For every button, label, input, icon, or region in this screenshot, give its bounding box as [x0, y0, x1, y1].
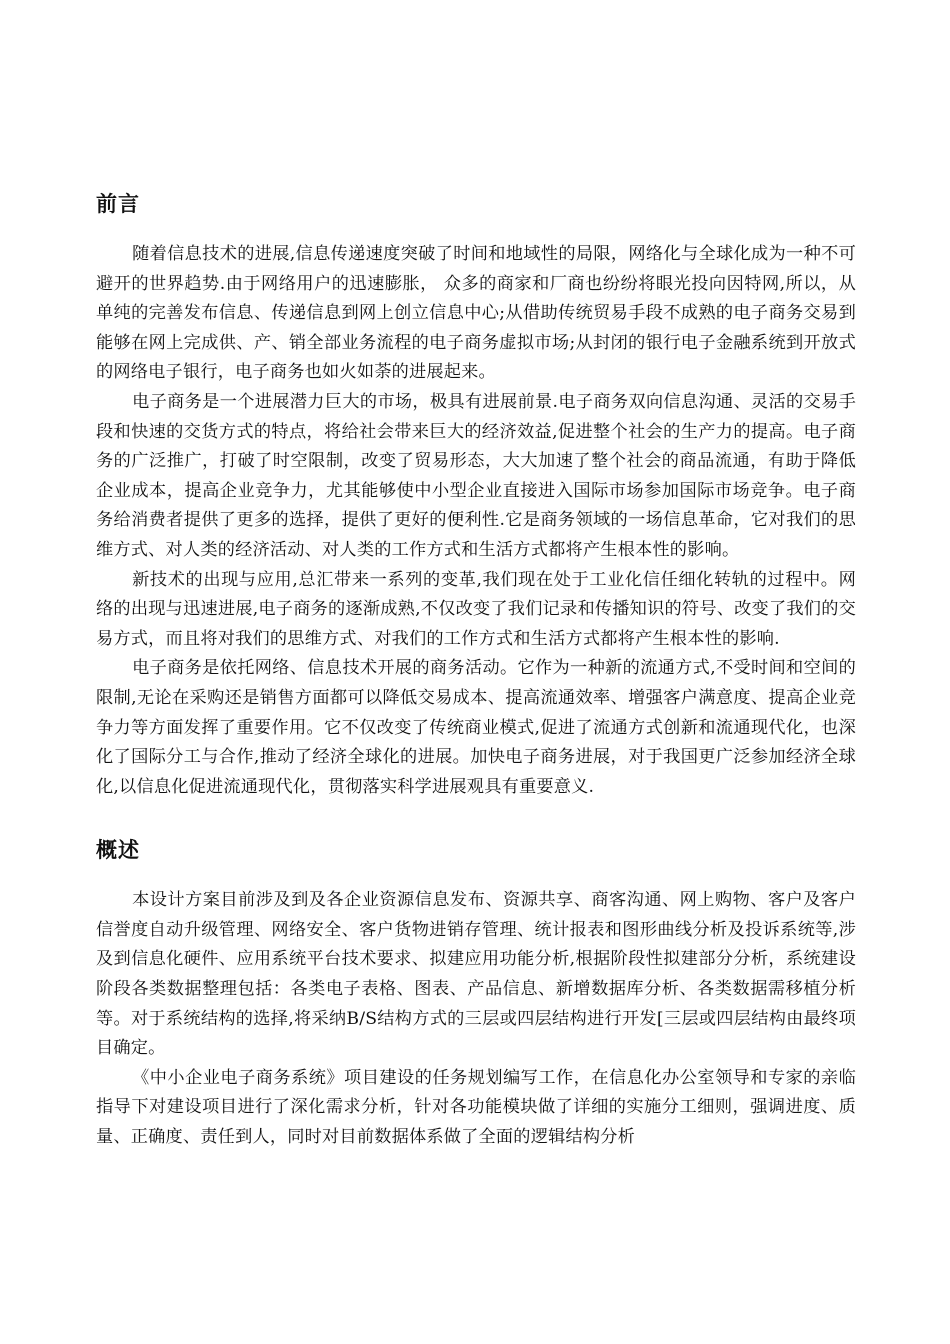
- section-title-overview: 概述: [96, 838, 140, 863]
- preface-paragraph-1: 随着信息技术的进展,信息传递速度突破了时间和地域性的局限，网络化与全球化成为一种不可避开的世界趋势.由于网络用户的迅速膨胀， 众多的商家和厂商也纷纷将眼光投向因特网,所以，从单纯的完善发布信息、传递信息到网上创立信息中心;从借助传统贸易手段不成熟的电子商务交易到能够在网上完成供、产、销全部业务流程的电子商务虚拟市场;从封闭的银行电子金融系统到开放式的网络电子银行，电子商务也如火如荼的进展起来。: [96, 244, 856, 383]
- overview-paragraph-1: 本设计方案目前涉及到及各企业资源信息发布、资源共享、商客沟通、网上购物、客户及客户信誉度自动升级管理、网络安全、客户货物进销存管理、统计报表和图形曲线分析及投诉系统等,涉及到信息化硬件、应用系统平台技术要求、拟建应用功能分析,根据阶段性拟建部分分析，系统建设阶段各类数据整理包括：各类电子表格、图表、产品信息、新增数据库分析、各类数据需移植分析等。对于系统结构的选择,将采纳B/S结构方式的三层或四层结构进行开发[三层或四层结构由最终项目确定。: [96, 890, 856, 1059]
- section-overview: [96, 836, 856, 1152]
- preface-paragraph-2: 电子商务是一个进展潜力巨大的市场，极具有进展前景.电子商务双向信息沟通、灵活的交易手段和快速的交货方式的特点，将给社会带来巨大的经济效益,促进整个社会的生产力的提高。电子商务的广泛推广，打破了时空限制，改变了贸易形态，大大加速了整个社会的商品流通，有助于降低企业成本，提高企业竞争力，尤其能够使中小型企业直接进入国际市场参加国际市场竞争。电子商务给消费者提供了更多的选择，提供了更好的便利性.它是商务领域的一场信息革命，它对我们的思维方式、对人类的经济活动、对人类的工作方式和生活方式都将产生根本性的影响。: [96, 391, 856, 560]
- preface-paragraph-3: 新技术的出现与应用,总汇带来一系列的变革,我们现在处于工业化信任细化转轨的过程中。网络的出现与迅速进展,电子商务的逐渐成熟,不仅改变了我们记录和传播知识的符号、改变了我们的交易方式，而且将对我们的思维方式、对我们的工作方式和生活方式都将产生根本性的影响.: [96, 569, 856, 649]
- section-title-preface: 前言: [96, 192, 140, 216]
- overview-paragraph-2: 《中小企业电子商务系统》项目建设的任务规划编写工作，在信息化办公室领导和专家的亲临指导下对建设项目进行了深化需求分析，针对各功能模块做了详细的实施分工细则，强调进度、质量、正确度、责任到人，同时对目前数据体系做了全面的逻辑结构分析: [96, 1067, 856, 1148]
- section-preface: [96, 190, 856, 802]
- document-page: [96, 190, 856, 1153]
- preface-paragraph-4: 电子商务是依托网络、信息技术开展的商务活动。它作为一种新的流通方式,不受时间和空间的限制,无论在采购还是销售方面都可以降低交易成本、提高流通效率、增强客户满意度、提高企业竞争力等方面发挥了重要作用。它不仅改变了传统商业模式,促进了流通方式创新和流通现代化，也深化了国际分工与合作,推动了经济全球化的进展。加快电子商务进展，对于我国更广泛参加经济全球化,以信息化促进流通现代化，贯彻落实科学进展观具有重要意义.: [96, 658, 856, 797]
